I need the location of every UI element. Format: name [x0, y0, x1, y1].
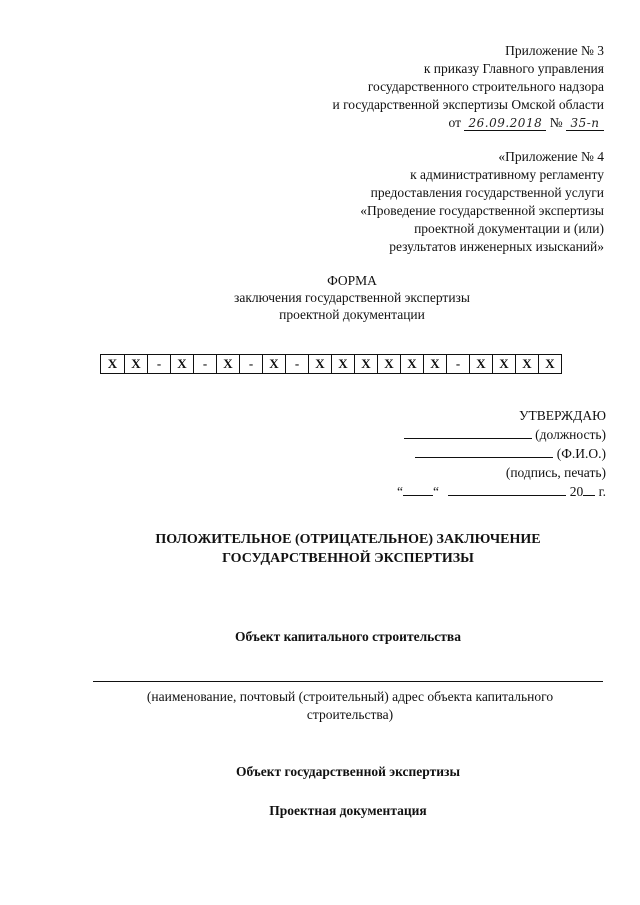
conclusion-heading-line: ПОЛОЖИТЕЛЬНОЕ (ОТРИЦАТЕЛЬНОЕ) ЗАКЛЮЧЕНИЕ [155, 532, 541, 547]
code-cell: X [107, 356, 118, 371]
handwritten-date: 26.09.2018 [464, 116, 546, 131]
name-blank [415, 445, 553, 458]
form-subtitle: проектной документации [279, 307, 425, 322]
year-suffix: г. [598, 484, 606, 499]
conclusion-heading-line: ГОСУДАРСТВЕННОЙ ЭКСПЕРТИЗЫ [222, 551, 474, 566]
code-cell: X [124, 355, 147, 373]
code-cell: - [446, 355, 469, 373]
code-cell: - [147, 355, 170, 373]
appendix-4-line: «Проведение государственной экспертизы [360, 203, 604, 218]
appendix-3-line: и государственной экспертизы Омской области [332, 97, 604, 112]
date-line [397, 482, 606, 501]
signature-label: (подпись, печать) [505, 465, 606, 480]
day-blank [403, 483, 433, 496]
code-cell: X [331, 355, 354, 373]
quote-open: “ [396, 484, 403, 499]
form-title-block [32, 272, 640, 323]
object-caption [110, 688, 590, 724]
approval-title: УТВЕРЖДАЮ [518, 408, 606, 423]
appendix-3-line: государственного строительного надзора [367, 79, 604, 94]
form-subtitle: заключения государственной экспертизы [234, 290, 470, 305]
code-cell: X [469, 355, 492, 373]
code-cell: X [377, 355, 400, 373]
handwritten-number: 35-п [566, 116, 604, 131]
code-cell: X [515, 355, 538, 373]
position-line [397, 425, 606, 444]
appendix-4-line: к административному регламенту [410, 167, 604, 182]
position-label: (должность) [535, 427, 606, 442]
approval-block [397, 406, 606, 501]
code-cell: X [354, 355, 377, 373]
form-title: ФОРМА [327, 273, 377, 288]
appendix-3-line: к приказу Главного управления [423, 61, 604, 76]
appendix-3-block [332, 42, 604, 132]
code-cell: X [492, 355, 515, 373]
appendix-4-block [360, 148, 604, 256]
code-cell: X [262, 355, 285, 373]
quote-close: “ [432, 484, 439, 499]
conclusion-heading [28, 530, 640, 568]
object-caption-line: (наименование, почтовый (строительный) адрес объекта капитального [146, 689, 554, 704]
project-docs-heading: Проектная документация [269, 803, 427, 818]
object-expertise-heading: Объект государственной экспертизы [235, 764, 460, 779]
year-prefix: 20 [569, 484, 584, 499]
name-line [397, 444, 606, 463]
appendix-3-line: Приложение № 3 [505, 43, 604, 58]
position-blank [404, 426, 532, 439]
appendix-4-line: результатов инженерных изысканий» [389, 239, 604, 254]
code-cell: - [193, 355, 216, 373]
name-label: (Ф.И.О.) [556, 446, 606, 461]
code-cell: - [285, 355, 308, 373]
code-cell: X [170, 355, 193, 373]
month-blank [448, 483, 566, 496]
appendix-4-line: предоставления государственной услуги [370, 185, 604, 200]
year-blank [583, 483, 595, 496]
code-cell: X [308, 355, 331, 373]
object-caption-line: строительства) [306, 707, 394, 722]
code-cell: X [400, 355, 423, 373]
object-capital-heading: Объект капитального строительства [235, 629, 461, 644]
number-label: № [549, 115, 563, 130]
code-cell: X [538, 355, 561, 373]
code-cell: X [216, 355, 239, 373]
code-cell: X [423, 355, 446, 373]
from-label: от [448, 115, 461, 130]
order-date-number-line [332, 114, 604, 132]
code-cell: - [239, 355, 262, 373]
registration-number-grid [100, 354, 562, 374]
appendix-4-line: «Приложение № 4 [498, 149, 604, 164]
appendix-4-line: проектной документации и (или) [414, 221, 604, 236]
object-name-rule [93, 681, 603, 682]
